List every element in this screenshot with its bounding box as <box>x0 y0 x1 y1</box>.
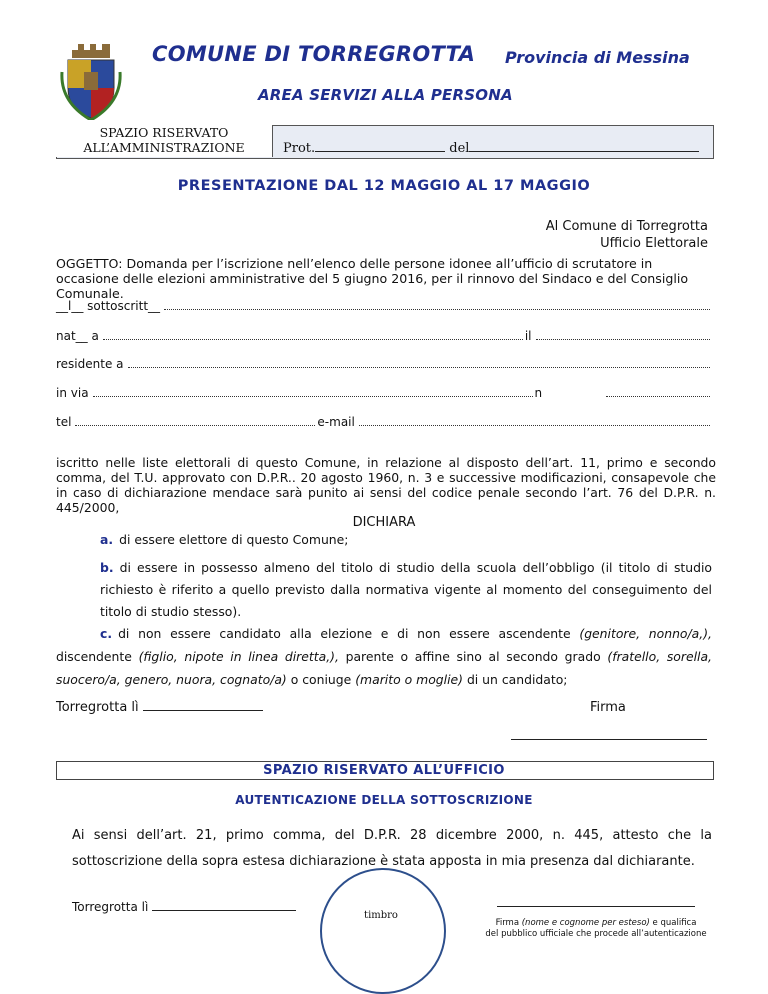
residence-field[interactable] <box>128 366 711 368</box>
subject-label: OGGETTO: <box>56 256 123 271</box>
form-line-name[interactable] <box>56 297 712 313</box>
subject <box>56 256 716 301</box>
item-a-label: a. <box>100 532 114 547</box>
protocol-field[interactable] <box>283 139 699 156</box>
item-b-label: b. <box>100 560 114 575</box>
form-line-contacts[interactable] <box>56 413 712 429</box>
street-field[interactable] <box>93 395 533 397</box>
form-line-street[interactable] <box>56 384 712 400</box>
place-label: Torregrotta lì <box>56 700 139 715</box>
presentation-period: PRESENTAZIONE DAL 12 MAGGIO AL 17 MAGGIO <box>177 178 591 194</box>
firma-label: Firma <box>590 700 626 715</box>
authentication-title: AUTENTICAZIONE DELLA SOTTOSCRIZIONE <box>235 793 533 807</box>
recipient-address <box>546 218 708 252</box>
birthplace-field[interactable] <box>103 338 523 340</box>
subject-text: Domanda per l’iscrizione nell’elenco delle persone idonee all’ufficio di scrutatore in occasione delle elezioni amministrative del 5 giugno 2016, per il rinnovo del Sindaco e del Consiglio Comunale. <box>56 256 689 301</box>
officer-signature-caption <box>470 918 722 940</box>
name-field[interactable] <box>164 308 710 310</box>
office-place-label: Torregrotta lì <box>72 900 149 914</box>
area-title: AREA SERVIZI ALLA PERSONA <box>258 86 513 104</box>
signature-line[interactable] <box>511 739 707 740</box>
coat-of-arms-icon <box>58 42 124 120</box>
address-line-2: Ufficio Elettorale <box>600 236 708 251</box>
office-section-title: SPAZIO RISERVATO ALL’UFFICIO <box>263 763 505 778</box>
n-label: n <box>534 386 543 400</box>
date-line[interactable] <box>143 700 263 711</box>
nato-label: nat__ a <box>56 329 99 343</box>
item-c-text-6: (fratello, sorella, suocero/a, genero, nuora, cognato/a) <box>56 649 712 687</box>
item-b-text: di essere in possesso almeno del titolo di studio della scuola dell’obbligo (il titolo di studio richiesto è riferito a quello previsto dalla normativa vigente al momento del conseguimento del titolo di studio stesso). <box>100 560 712 619</box>
number-field[interactable] <box>606 395 710 397</box>
item-a <box>100 532 712 548</box>
item-a-text: di essere elettore di questo Comune; <box>119 532 349 547</box>
form-line-residence[interactable] <box>56 355 712 371</box>
officer-signature-line[interactable] <box>497 906 695 907</box>
email-label: e-mail <box>317 415 355 429</box>
tel-label: tel <box>56 415 72 429</box>
intro-paragraph: iscritto nelle liste elettorali di questo Comune, in relazione al disposto dell’art. 11, primo e secondo comma, del T.U. approvato con D.P.R.. 20 agosto 1960, n. 3 e successive modificazioni, consapevole che in caso di dichiarazione mendace sarà punito ai sensi del codice penale secondo l’art. 76 del D.P.R. n. 445/2000, <box>56 455 716 515</box>
del-line[interactable] <box>469 139 699 152</box>
reserved-admin-text: SPAZIO RISERVATO ALL’AMMINISTRAZIONE <box>83 125 245 155</box>
item-c-text-7: o coniuge <box>286 672 356 687</box>
item-c-text-2: (genitore, nonno/a,), <box>579 626 712 641</box>
caption-part-2: (nome e cognome per esteso) <box>521 918 650 928</box>
stamp-circle <box>320 868 446 994</box>
del-label: del <box>449 141 470 156</box>
item-b <box>100 557 712 623</box>
item-c-text-9: di un candidato; <box>463 672 568 687</box>
address-line-1: Al Comune di Torregrotta <box>545 219 708 234</box>
reserved-admin-label <box>56 125 273 157</box>
authentication-text: Ai sensi dell’art. 21, primo comma, del D.P.R. 28 dicembre 2000, n. 445, attesto che la sottoscrizione della sopra estesa dichiarazione è stata apposta in mia presenza dal dichiarante. <box>72 828 712 869</box>
office-date-line[interactable] <box>152 900 296 911</box>
item-c-text-3: discendente <box>56 649 139 664</box>
dichiara-heading: DICHIARA <box>352 515 416 530</box>
via-label: in via <box>56 386 89 400</box>
form-line-birth[interactable] <box>56 327 712 343</box>
caption-part-1: Firma <box>495 918 522 928</box>
prot-label: Prot. <box>283 141 316 156</box>
item-c-text-4: (figlio, nipote in linea diretta,), <box>138 649 339 664</box>
item-c-label: c. <box>100 626 113 641</box>
caption-part-3: e qualifica <box>649 918 697 928</box>
item-c <box>56 622 712 691</box>
item-c-text-8: (marito o moglie) <box>355 672 463 687</box>
birthdate-field[interactable] <box>536 338 710 340</box>
email-field[interactable] <box>359 424 710 426</box>
prot-line[interactable] <box>315 139 445 152</box>
place-date-field[interactable] <box>56 700 263 715</box>
residente-label: residente a <box>56 357 124 371</box>
sottoscritto-label: __l__ sottoscritt__ <box>56 299 161 313</box>
phone-field[interactable] <box>75 424 315 426</box>
stamp-label: timbro <box>364 910 398 921</box>
office-place-date[interactable] <box>72 900 296 914</box>
caption-part-4: del pubblico ufficiale che procede all’autenticazione <box>485 929 707 939</box>
provincia-label: Provincia di Messina <box>505 48 690 67</box>
item-c-text-1: di non essere candidato alla elezione e di non essere ascendente <box>118 626 580 641</box>
il-label: il <box>524 329 532 343</box>
item-c-text-5: parente o affine sino al secondo grado <box>338 649 608 664</box>
comune-title: COMUNE DI TORREGROTTA <box>152 42 476 66</box>
